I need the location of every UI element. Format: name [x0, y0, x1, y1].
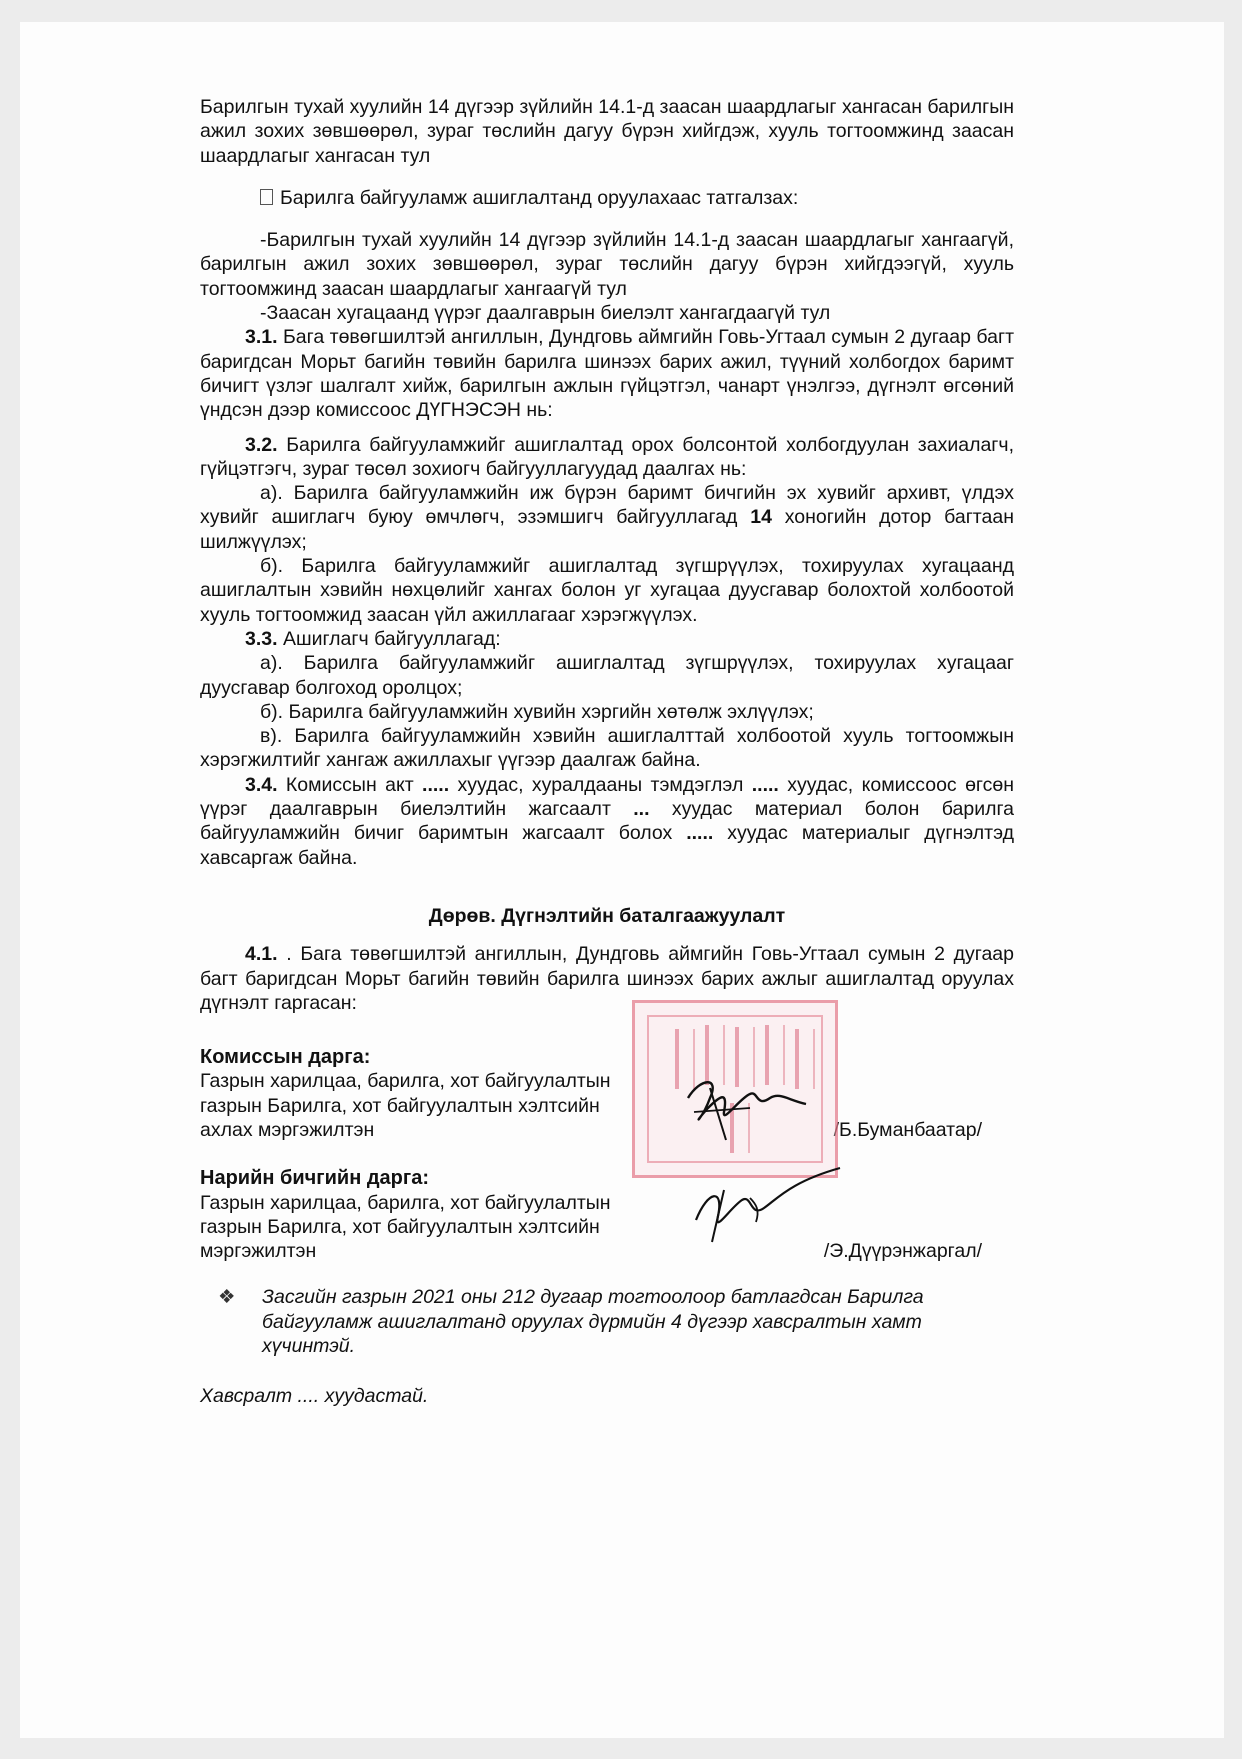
- section-4-1: 4.1. . Бага төвөгшилтэй ангиллын, Дундговь аймгийн Говь-Угтаал сумын 2 дугаар багт баригдсан Морьт багийн төвийн барилга шинээх барих ажлыг ашиглалтад оруулах дүгнэлт гаргасан:: [200, 943, 1014, 1014]
- paragraph-refusal-reason-1: -Барилгын тухай хуулийн 14 дүгээр зүйлийн 14.1-д заасан шаардлагыг хангаагүй, барилгын ажил зохих зөвшөөрөл, зураг төслийн дагуу бүрэн хийгдээгүй, хууль тогтоомжинд заасан шаардлагыг хангаагүй тул: [200, 229, 1014, 300]
- section-3-3-b: б). Барилга байгууламжийн хувийн хэргийн хөтөлж эхлүүлэх;: [260, 700, 814, 723]
- secretary-signature-mark: [690, 1160, 850, 1245]
- chair-title-line-3: ахлах мэргэжилтэн: [200, 1118, 375, 1141]
- section-3-2-a: а). Барилга байгууламжийн иж бүрэн баримт бичгийн эх хувийг архивт, үлдэх хувийг ашиглагч буюу өмчлөгч, эзэмшигч байгууллагад 14 хоногийн дотор багтаан шилжүүлэх;: [200, 482, 1014, 553]
- secretary-title-line-2: газрын Барилга, хот байгуулалтын хэлтсийн: [200, 1215, 600, 1238]
- secretary-title-line-3: мэргэжилтэн: [200, 1240, 317, 1263]
- secretary-role: Нарийн бичгийн дарга:: [200, 1167, 429, 1190]
- secretary-title-row: [200, 1239, 1014, 1263]
- section-3-4: 3.4. Комиссын акт ..... хуудас, хуралдааны тэмдэглэл ..... хуудас, комиссоос өгсөн үүрэг даалгаврын биелэлтийн жагсаалт ... хуудас материал болон барилга байгууламжийн бичиг баримтын жагсаалт болох ..... хуудас материалыг дүгнэлтэд хавсаргаж байна.: [200, 773, 1014, 869]
- secretary-signature-block: [200, 1166, 1014, 1263]
- refusal-heading: Барилга байгууламж ашиглалтанд оруулахаас татгалзах:: [200, 186, 1014, 210]
- section-3-2: 3.2. Барилга байгууламжийг ашиглалтад орох болсонтой холбогдуулан захиалагч, гүйцэтгэгч, зураг төсөл зохиогч байгууллагуудад даалгах нь:: [200, 433, 1014, 480]
- chair-name: /Б.Буманбаатар/: [833, 1118, 982, 1141]
- validity-note: [200, 1285, 1014, 1358]
- chair-role: Комиссын дарга:: [200, 1046, 371, 1069]
- section-3-2-b: б). Барилга байгууламжийг ашиглалтад зүгшрүүлэх, тохируулах хугацаанд ашиглалтын хэвийн нөхцөлийг хангах болон уг хугацаа дуусгавар болохтой холбоотой хууль тогтоомжид заасан үйл ажиллагааг хэрэгжүүлэх.: [200, 555, 1014, 626]
- section-3-3: 3.3. Ашиглагч байгууллагад:: [245, 627, 501, 650]
- paragraph-refusal-reason-2: -Заасан хугацаанд үүрэг даалгаврын биелэлт хангагдаагүй тул: [260, 302, 831, 325]
- chair-signature-block: [200, 1045, 1014, 1142]
- document-body: [200, 95, 1014, 1409]
- section-4-heading: Дөрөв. Дүгнэлтийн баталгаажуулалт: [428, 904, 786, 927]
- section-3-3-c: в). Барилга байгууламжийн хэвийн ашиглалттай холбоотой хууль тогтоомжын хэрэгжилтийг хангаж ажиллахыг үүгээр даалгаж байна.: [200, 725, 1014, 772]
- paragraph-compliant: Барилгын тухай хуулийн 14 дүгээр зүйлийн 14.1-д заасан шаардлагыг хангасан барилгын ажил зохих зөвшөөрөл, зураг төслийн дагуу бүрэн хийгдэж, хууль тогтоомжинд заасан шаардлагыг хангасан тул: [200, 96, 1014, 167]
- appendix-line: Хавсралт .... хуудастай.: [200, 1385, 429, 1408]
- section-3-3-a: а). Барилга байгууламжийг ашиглалтад зүгшрүүлэх, тохируулах хугацааг дуусгавар болгоход оролцох;: [200, 652, 1014, 699]
- section-3-1: 3.1. Бага төвөгшилтэй ангиллын, Дундговь аймгийн Говь-Угтаал сумын 2 дугаар багт баригдсан Морьт багийн төвийн барилга шинээх барих ажил, түүний холбогдох баримт бичигт үзлэг шалгалт хийж, барилгын ажлын гүйцэтгэл, чанарт үнэлгээ, дүгнэлт өгсөний үндсэн дээр комиссоос ДҮГНЭСЭН нь:: [200, 326, 1014, 422]
- chair-title-line-1: Газрын харилцаа, барилга, хот байгуулалтын: [200, 1070, 611, 1093]
- checkbox-icon: [260, 189, 273, 205]
- chair-title-line-2: газрын Барилга, хот байгуулалтын хэлтсийн: [200, 1094, 600, 1117]
- secretary-name: /Э.Дүүрэнжаргал/: [823, 1240, 982, 1263]
- validity-note-text: Засгийн газрын 2021 оны 212 дугаар тогтоолоор батлагдсан Барилга байгууламж ашиглалтанд оруулах дүрмийн 4 дүгээр хавсралтын хамт хүчинтэй.: [262, 1286, 924, 1358]
- secretary-title-line-1: Газрын харилцаа, барилга, хот байгуулалтын: [200, 1191, 611, 1214]
- chair-signature-mark: [680, 1068, 810, 1148]
- diamond-bullet-icon: ❖: [218, 1286, 236, 1309]
- chair-title-row: [200, 1118, 1014, 1142]
